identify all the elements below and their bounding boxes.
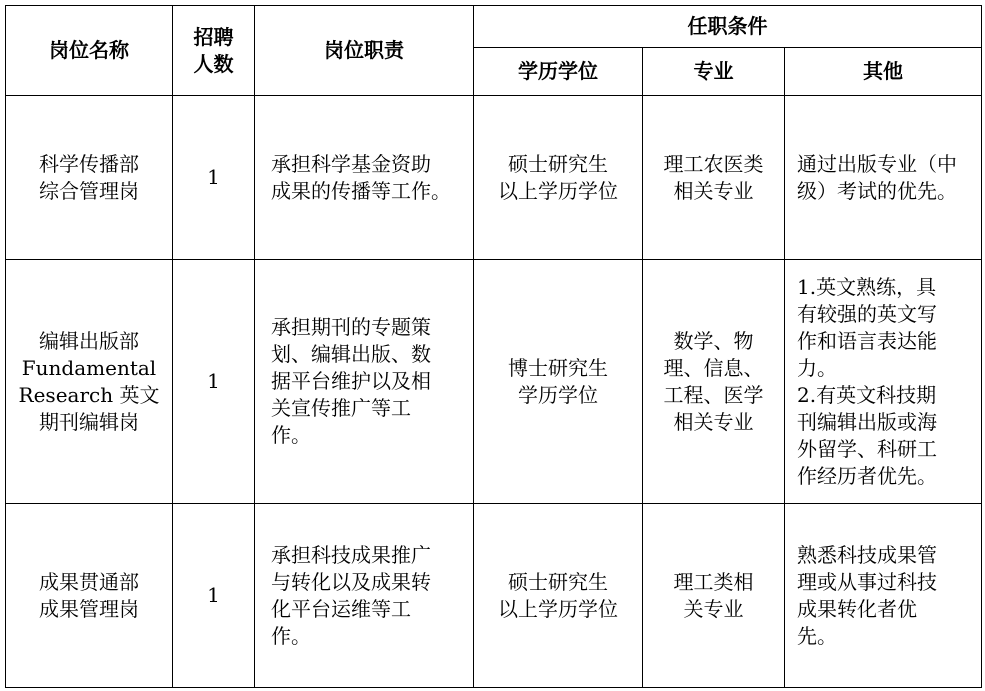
cell-major: 理工类相 关专业 [643,504,785,688]
header-education: 学历学位 [474,48,643,96]
cell-education: 硕士研究生 以上学历学位 [474,96,643,260]
header-duties: 岗位职责 [255,6,474,96]
header-row-top [6,6,982,48]
cell-education: 博士研究生 学历学位 [474,260,643,504]
cell-headcount: 1 [173,96,255,260]
table-body [6,96,982,688]
cell-other: 熟悉科技成果管 理或从事过科技 成果转化者优 先。 [785,504,982,688]
recruitment-table [5,5,982,688]
header-position-name: 岗位名称 [6,6,173,96]
cell-education: 硕士研究生 以上学历学位 [474,504,643,688]
cell-duties: 承担期刊的专题策 划、编辑出版、数 据平台维护以及相 关宣传推广等工 作。 [255,260,474,504]
cell-duties: 承担科学基金资助 成果的传播等工作。 [255,96,474,260]
cell-position-name: 编辑出版部 Fundamental Research 英文 期刊编辑岗 [6,260,173,504]
table-row [6,96,982,260]
cell-headcount: 1 [173,504,255,688]
table-header [6,6,982,96]
table-row [6,504,982,688]
table-row [6,260,982,504]
cell-headcount: 1 [173,260,255,504]
cell-position-name: 成果贯通部 成果管理岗 [6,504,173,688]
cell-position-name: 科学传播部 综合管理岗 [6,96,173,260]
cell-major: 理工农医类 相关专业 [643,96,785,260]
header-requirements: 任职条件 [474,6,982,48]
header-headcount: 招聘 人数 [173,6,255,96]
cell-major: 数学、物 理、信息、 工程、医学 相关专业 [643,260,785,504]
cell-other: 1.英文熟练，具 有较强的英文写 作和语言表达能 力。 2.有英文科技期 刊编辑出版或海 外留学、科研工 作经历者优先。 [785,260,982,504]
cell-other: 通过出版专业（中 级）考试的优先。 [785,96,982,260]
header-major: 专业 [643,48,785,96]
cell-duties: 承担科技成果推广 与转化以及成果转 化平台运维等工 作。 [255,504,474,688]
header-other: 其他 [785,48,982,96]
